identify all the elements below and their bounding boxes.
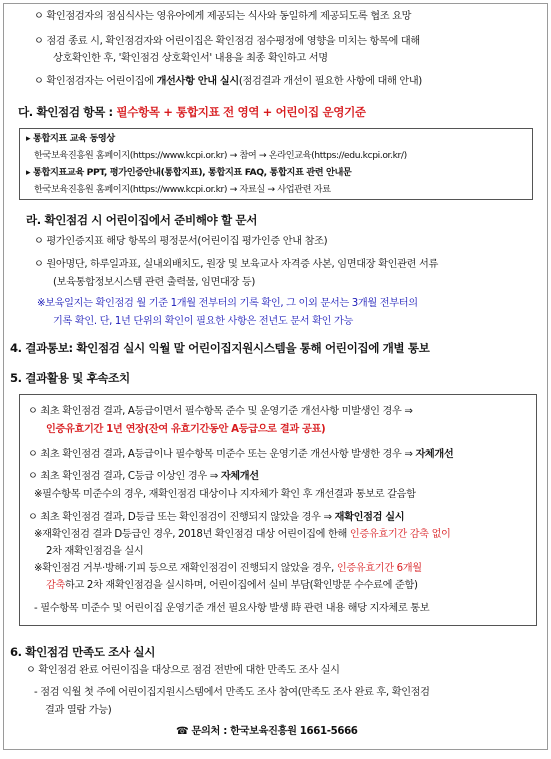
contact-line: ☎ 문의처 : 한국보육진흥원 1661-5666 [176, 726, 358, 737]
followup-c-line-1: ㅇ 최초 확인점검 결과, C등급 이상인 경우 ⇒ 자체개선 [28, 471, 259, 482]
sec6-line-2: - 점검 익월 첫 주에 어린이집지원시스템에서 만족도 조사 참여(만족도 조사 완료 후, 확인점검 [34, 687, 430, 698]
followup-box [19, 394, 537, 626]
top-line-1: ㅇ 확인점검자의 점심식사는 영유아에게 제공되는 식사와 동일하게 제공되도록 협조 요망 [34, 11, 412, 22]
followup-d-line-4: ※확인점검 거부·방해·기피 등으로 재확인점검이 진행되지 않았을 경우, 인증유효기간 6개월 [34, 563, 422, 574]
section-4-heading: 4. 결과통보: 확인점검 실시 익월 말 어린이집지원시스템을 통해 어린이집에 개별 통보 [10, 341, 430, 355]
section-6-heading: 6. 확인점검 만족도 조사 실시 [10, 645, 156, 659]
ra-line-2: ㅇ 원아명단, 하루일과표, 실내외배치도, 원장 및 보육교사 자격증 사본, 임면대장 확인관련 서류 [34, 259, 438, 270]
resource-row-3: ▸ 통합지표교육 PPT, 평가인증안내(통합지표), 통합지표 FAQ, 통합지표 관련 안내문 [26, 167, 352, 178]
ra-line-3: (보육통합정보시스템 관련 출력물, 임면대장 등) [53, 277, 256, 288]
section-5-heading: 5. 결과활용 및 후속조치 [10, 371, 130, 385]
ra-line-1: ㅇ 평가인증지표 해당 항목의 평정문서(어린이집 평가인증 안내 참조) [34, 236, 328, 247]
ra-note-1: ※보육일지는 확인점검 월 기준 1개월 전부터의 기록 확인, 그 이외 문서는 3개월 전부터의 [37, 298, 418, 309]
followup-d-line-5: 감축하고 2차 재확인점검을 실시하며, 어린이집에서 실비 부담(확인방문 수수료에 준함) [46, 580, 418, 591]
resource-row-2: 한국보육진흥원 홈페이지(https://www.kcpi.or.kr) → 참여 → 온라인교육(https://edu.kcpi.or.kr/) [34, 150, 407, 161]
followup-c-line-2: ※필수항목 미준수의 경우, 재확인점검 대상이나 지자체가 확인 후 개선결과 통보로 갈음함 [34, 489, 416, 500]
document-page [3, 3, 548, 750]
followup-d-line-3: 2차 재확인점검을 실시 [46, 546, 144, 557]
followup-a-line-1: ㅇ 최초 확인점검 결과, A등급이면서 필수항목 준수 및 운영기준 개선사항 미발생인 경우 ⇒ [28, 406, 413, 417]
resource-row-4: 한국보육진흥원 홈페이지(https://www.kcpi.or.kr) → 자료실 → 사업관련 자료 [34, 184, 331, 195]
top-line-4: ㅇ 확인점검자는 어린이집에 개선사항 안내 실시(점검결과 개선이 필요한 사항에 대해 안내) [34, 76, 422, 87]
section-ra-heading: 라. 확인점검 시 어린이집에서 준비해야 할 문서 [26, 213, 258, 227]
followup-b-line-1: ㅇ 최초 확인점검 결과, A등급이나 필수항목 미준수 또는 운영기준 개선사항 발생한 경우 ⇒ 자체개선 [28, 449, 454, 460]
followup-d-line-2: ※재확인점검 결과 D등급인 경우, 2018년 확인점검 대상 어린이집에 한해 인증유효기간 감축 없이 [34, 529, 451, 540]
top-line-3: 상호확인한 후, '확인점검 상호확인서' 내용을 최종 확인하고 서명 [53, 53, 328, 64]
ra-note-2: 기록 확인. 단, 1년 단위의 확인이 필요한 사항은 전년도 문서 확인 가능 [53, 316, 353, 327]
resource-box [19, 128, 533, 200]
sec6-line-1: ㅇ 확인점검 완료 어린이집을 대상으로 점검 전반에 대한 만족도 조사 실시 [26, 665, 340, 676]
resource-row-1: ▸ 통합지표 교육 동영상 [26, 133, 115, 144]
followup-d-line-1: ㅇ 최초 확인점검 결과, D등급 또는 확인점검이 진행되지 않았을 경우 ⇒ 재확인점검 실시 [28, 512, 405, 523]
top-line-2: ㅇ 점검 종료 시, 확인점검자와 어린이집은 확인점검 점수평정에 영향을 미치는 항목에 대해 [34, 36, 420, 47]
sec6-line-3: 결과 열람 가능) [45, 705, 112, 716]
followup-e-line-1: - 필수항목 미준수 및 어린이집 운영기준 개선 필요사항 발생 時 관련 내용 해당 지자체로 통보 [34, 603, 430, 614]
followup-a-line-2: 인증유효기간 1년 연장(잔여 유효기간동안 A등급으로 결과 공표) [46, 424, 326, 435]
section-da-heading: 다. 확인점검 항목 : 필수항목 + 통합지표 전 영역 + 어린이집 운영기준 [18, 105, 366, 119]
